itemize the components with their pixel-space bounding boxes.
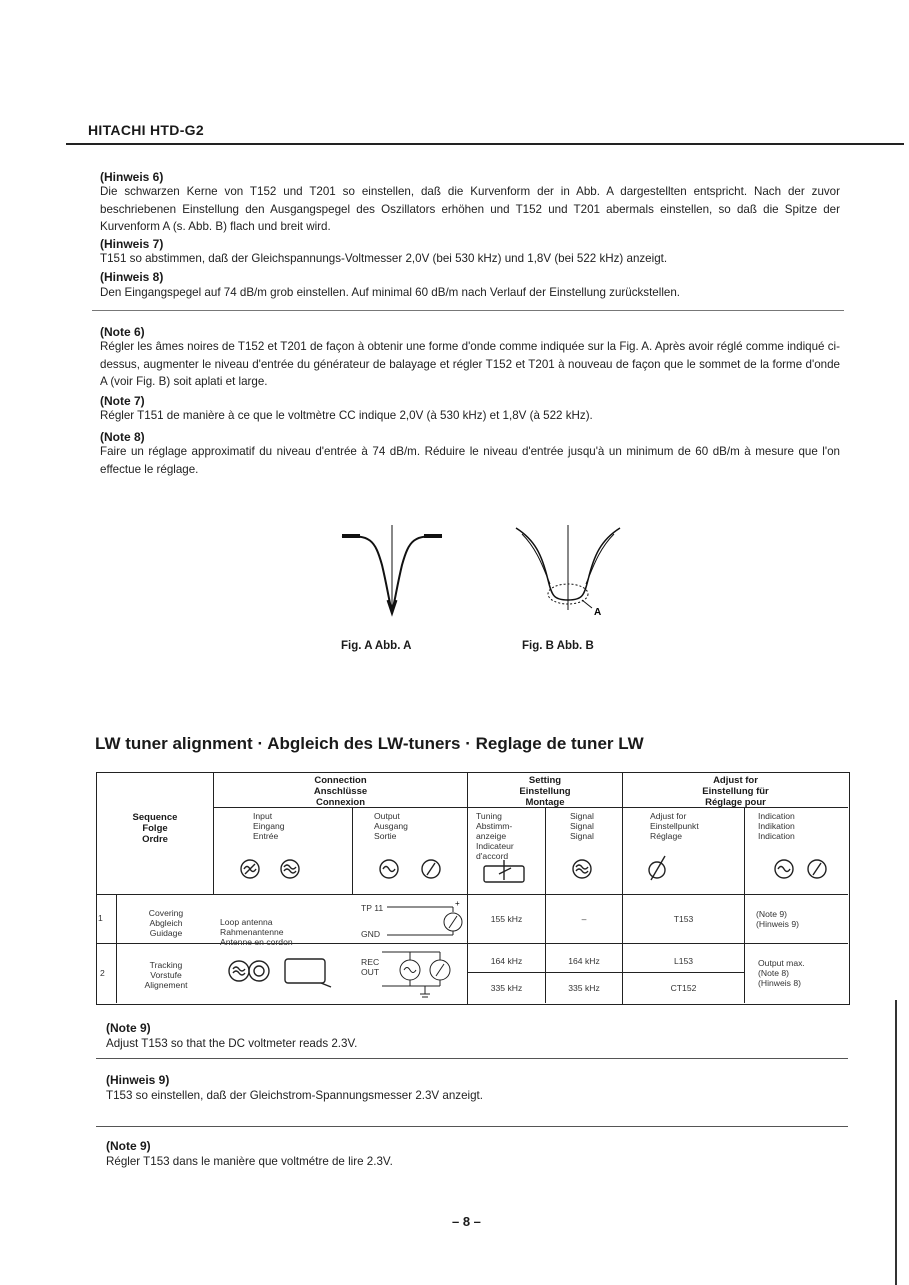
note-text: Régler T151 de manière à ce que le voltmètre CC indique 2,0V (à 530 kHz) et 1,8V (à 522 kHz).	[100, 409, 593, 422]
row-sequence: Tracking Vorstufe Alignement	[144, 960, 188, 990]
input-header: Input Eingang Entrée	[253, 811, 285, 841]
svg-text:+: +	[455, 899, 460, 908]
page-number: – 8 –	[452, 1214, 481, 1229]
output-label: TP 11	[361, 903, 384, 913]
note-text: Die schwarzen Kerne von T152 und T201 so einstellen, daß die Kurvenform der in Abb. A dargestellten entspricht. Nach der zuvor beschriebenen Einstellung den Ausgangspegel des Oszillators erhöhen und T152 und T201 abermals einstellen, so daß die Spitze der Kurvenform A (s. Abb. B) flach und breit wird.	[100, 185, 840, 233]
adjust-header: Adjust for Einstellung für Réglage pour	[702, 775, 769, 808]
note-text: Faire un réglage approximatif du niveau d'entrée à 74 dB/m. Réduire le niveau d'entrée jusqu'à un minimum de 60 dB/m à mesure que l'on effectue le réglage.	[100, 445, 840, 476]
note-heading: (Note 6)	[100, 325, 145, 339]
note-heading: (Note 7)	[100, 394, 145, 408]
output-header: Output Ausgang Sortie	[374, 811, 408, 841]
note-heading: (Note 8)	[100, 430, 145, 444]
row-adjust: L153	[673, 956, 694, 966]
row-number: 1	[98, 913, 103, 923]
note-text: T151 so abstimmen, daß der Gleichspannungs-Voltmesser 2,0V (bei 530 kHz) und 1,8V (bei 522 kHz) anzeigt.	[100, 252, 668, 265]
adjust-point-header: Adjust for Einstellpunkt Réglage	[650, 811, 699, 841]
note-text: Adjust T153 so that the DC voltmeter reads 2.3V.	[106, 1037, 358, 1050]
row-sequence: Covering Abgleich Guidage	[148, 908, 184, 938]
row-tuning: 155 kHz	[490, 914, 523, 924]
scope-meter-connection	[380, 946, 466, 1001]
note-heading: (Hinweis 7)	[100, 237, 164, 251]
instrument-symbols	[214, 850, 848, 892]
note-text: T153 so einstellen, daß der Gleichstrom-Spannungsmesser 2.3V anzeigt.	[106, 1089, 483, 1102]
row-signal: 164 kHz	[568, 956, 600, 966]
divider	[96, 1126, 848, 1127]
fig-a-waveform	[342, 525, 442, 615]
signal-header: Signal Signal Signal	[570, 811, 594, 841]
note-text: Régler les âmes noires de T152 et T201 de façon à obtenir une forme d'onde comme indiquée sur la Fig. A. Après avoir réglé comme indiqué ci-dessus, augmenter le niveau d'entrée du générateur de balayage et régler T152 et T201 à nouveau de façon que le sommet de la forme d'onde A (voir Fig. B) soit aplati et large.	[100, 340, 840, 388]
fig-b-caption: Fig. B Abb. B	[522, 640, 594, 652]
row-adjust: T153	[673, 914, 694, 924]
output-label: GND	[361, 929, 381, 939]
output-label: OUT	[361, 967, 380, 977]
indication-header: Indication Indikation Indication	[758, 811, 795, 841]
waveform-figures	[330, 520, 630, 625]
connection-header: Connection Anschlüsse Connexion	[313, 775, 368, 808]
note-text: Régler T153 dans le manière que voltmétre de lire 2.3V.	[106, 1155, 393, 1168]
note-heading: (Hinweis 6)	[100, 170, 164, 184]
scan-edge	[895, 1000, 897, 1285]
section-title: LW tuner alignment · Abgleich des LW-tuners · Reglage de tuner LW	[95, 734, 644, 753]
divider	[96, 1058, 848, 1059]
note-heading: (Hinweis 9)	[106, 1073, 170, 1087]
oscillator-icon	[281, 860, 299, 878]
row-signal: 335 kHz	[568, 983, 600, 993]
output-label: REC	[361, 957, 380, 967]
row-indication: (Note 9) (Hinweis 9)	[756, 909, 799, 929]
note-heading: (Note 9)	[106, 1139, 151, 1153]
note-heading: (Hinweis 8)	[100, 270, 164, 284]
row-indication: Output max. (Note 8) (Hinweis 8)	[758, 958, 805, 988]
row-tuning: 335 kHz	[490, 983, 523, 993]
document-header: HITACHI HTD-G2	[88, 122, 204, 138]
setting-header: Setting Einstellung Montage	[519, 775, 571, 808]
voltmeter-connection	[385, 898, 465, 942]
fig-a-caption: Fig. A Abb. A	[341, 640, 412, 652]
tuning-header: Tuning Abstimm- anzeige Indicateur d'accord	[476, 811, 514, 861]
signal-generator-icon	[573, 860, 591, 878]
generator-loop-icon	[225, 954, 335, 988]
row-adjust: CT152	[670, 983, 697, 993]
note-heading: (Note 9)	[106, 1021, 151, 1035]
row-signal: –	[581, 914, 587, 924]
row-input: Loop antenna Rahmenantenne Antenne en cordon	[220, 917, 293, 947]
header-rule	[66, 143, 904, 145]
marker-a-label: A	[594, 607, 602, 618]
note-text: Den Eingangspegel auf 74 dB/m grob einstellen. Auf minimal 60 dB/m nach Verlauf der Einstellung zurückstellen.	[100, 286, 681, 299]
fig-b-waveform	[516, 525, 620, 610]
divider	[92, 310, 844, 311]
sequence-header: Sequence Folge Ordre	[132, 812, 178, 845]
row-number: 2	[100, 968, 105, 978]
row-tuning: 164 kHz	[490, 956, 523, 966]
